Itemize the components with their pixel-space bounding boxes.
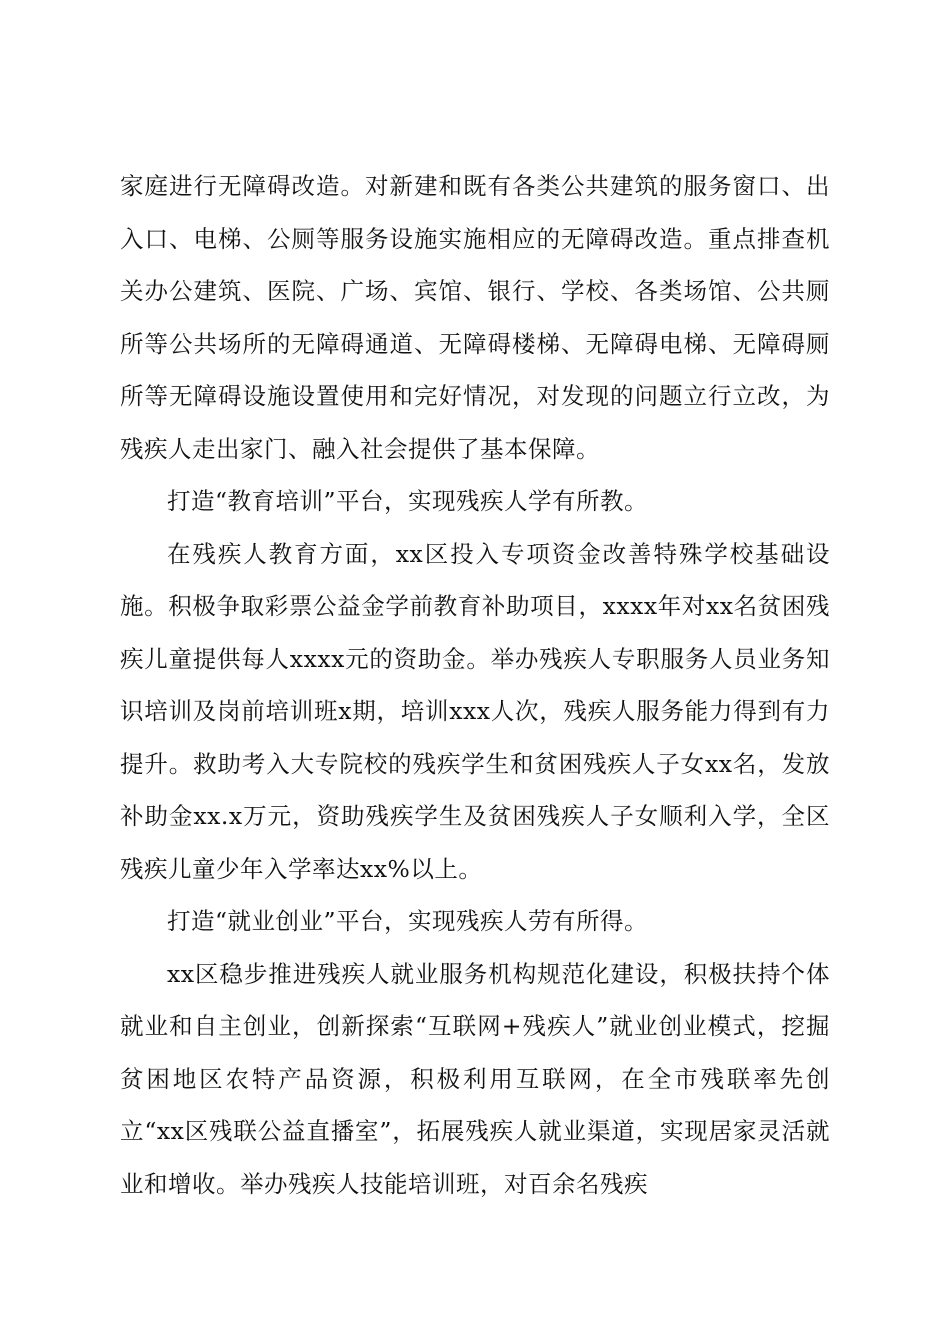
- heading-employment-entrepreneurship: 打造“就业创业”平台，实现残疾人劳有所得。: [167, 907, 649, 935]
- document-body: [120, 160, 830, 1210]
- paragraph-education: 在残疾人教育方面，xx区投入专项资金改善特殊学校基础设施。积极争取彩票公益金学前教育补助项目，xxxx年对xx名贫困残疾儿童提供每人xxxx元的资助金。举办残疾人专职服务人员业务知识培训及岗前培训班x期，培训xxx人次，残疾人服务能力得到有力提升。救助考入大专院校的残疾学生和贫困残疾人子女xx名，发放补助金xx.x万元，资助残疾学生及贫困残疾人子女顺利入学，全区残疾儿童少年入学率达xx%以上。: [120, 539, 830, 883]
- paragraph-employment: xx区稳步推进残疾人就业服务机构规范化建设，积极扶持个体就业和自主创业，创新探索“互联网+残疾人”就业创业模式，挖掘贫困地区农特产品资源，积极利用互联网，在全市残联率先创立“xx区残联公益直播室”，拓展残疾人就业渠道，实现居家灵活就业和增收。举办残疾人技能培训班，对百余名残疾: [120, 959, 830, 1198]
- heading-education-training: 打造“教育培训”平台，实现残疾人学有所教。: [167, 487, 649, 515]
- paragraph-accessibility-renovation: 家庭进行无障碍改造。对新建和既有各类公共建筑的服务窗口、出入口、电梯、公厕等服务设施实施相应的无障碍改造。重点排查机关办公建筑、医院、广场、宾馆、银行、学校、各类场馆、公共厕所等公共场所的无障碍通道、无障碍楼梯、无障碍电梯、无障碍厕所等无障碍设施设置使用和完好情况，对发现的问题立行立改，为残疾人走出家门、融入社会提供了基本保障。: [120, 172, 830, 463]
